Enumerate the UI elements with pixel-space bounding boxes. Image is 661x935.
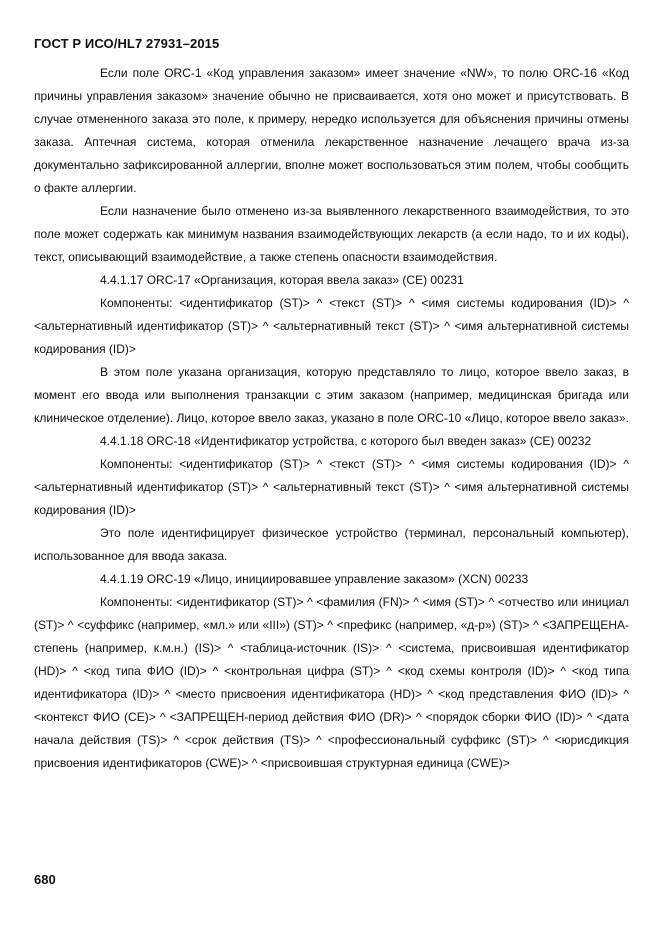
section-heading-orc18: 4.4.1.18 ORC-18 «Идентификатор устройства, с которого был введен заказ» (СЕ) 00232 xyxy=(100,434,592,448)
paragraph-orc18-components: Компоненты: <идентификатор (ST)> ^ <текст (ST)> ^ <имя системы кодирования (ID)> ^ <альтернативный идентификатор (ST)> ^ <альтернативный текст (ST)> ^ <имя альтернативной системы кодирования (ID)> xyxy=(34,457,629,517)
paragraph-drug-interaction: Если назначение было отменено из-за выявленного лекарственного взаимодействия, то это поле может содержать как минимум названия взаимодействующих лекарств (а если надо, то и их коды), текст, описывающий взаимодействие, а также степень опасности взаимодействия. xyxy=(34,204,629,264)
section-heading-orc19: 4.4.1.19 ORC-19 «Лицо, инициировавшее управление заказом» (XCN) 00233 xyxy=(100,572,529,586)
document-body xyxy=(34,62,629,775)
section-heading-orc17: 4.4.1.17 ORC-17 «Организация, которая ввела заказ» (СЕ) 00231 xyxy=(100,273,464,287)
paragraph-orc17-components: Компоненты: <идентификатор (ST)> ^ <текст (ST)> ^ <имя системы кодирования (ID)> ^ <альтернативный идентификатор (ST)> ^ <альтернативный текст (ST)> ^ <имя альтернативной системы кодирования (ID)> xyxy=(34,296,629,356)
paragraph-orc17-description: В этом поле указана организация, которую представляло то лицо, которое ввело заказ, в момент его ввода или выполнения транзакции с этим заказом (например, медицинская бригада или клиническое отделение). Лицо, которое ввело заказ, указано в поле ORC-10 «Лицо, которое ввело заказ». xyxy=(34,365,629,425)
page-number: 680 xyxy=(34,872,56,887)
paragraph-orc16-usage: Если поле ORC-1 «Код управления заказом» имеет значение «NW», то полю ORC-16 «Код причины управления заказом» значение обычно не присваивается, хотя оно может и присутствовать. В случае отмененного заказа это поле, к примеру, нередко используется для объяснения причины отмены заказа. Аптечная система, которая отменила лекарственное назначение лечащего врача из-за документально зафиксированной аллергии, вполне может воспользоваться этим полем, чтобы сообщить о факте аллергии. xyxy=(34,66,629,195)
paragraph-orc19-components: Компоненты: <идентификатор (ST)> ^ <фамилия (FN)> ^ <имя (ST)> ^ <отчество или инициал (ST)> ^ <суффикс (например, «мл.» или «III») (ST)> ^ <префикс (например, «д-р») (ST)> ^ <ЗАПРЕЩЕНА-степень (например, к.м.н.) (IS)> ^ <таблица-источник (IS)> ^ <система, присвоившая идентификатор (HD)> ^ <код типа ФИО (ID)> ^ <контрольная цифра (ST)> ^ <код схемы контроля (ID)> ^ <код типа идентификатора (ID)> ^ <место присвоения идентификатора (HD)> ^ <код представления ФИО (ID)> ^ <контекст ФИО (CE)> ^ <ЗАПРЕЩЕН-период действия ФИО (DR)> ^ <порядок сборки ФИО (ID)> ^ <дата начала действия (TS)> ^ <срок действия (TS)> ^ <профессиональный суффикс (ST)> ^ <юрисдикция присвоения идентификаторов (CWE)> ^ <присвоившая структурная единица (CWE)> xyxy=(34,595,629,770)
document-header: ГОСТ Р ИСО/HL7 27931–2015 xyxy=(34,36,220,51)
paragraph-orc18-description: Это поле идентифицирует физическое устройство (терминал, персональный компьютер), использованное для ввода заказа. xyxy=(34,526,629,563)
